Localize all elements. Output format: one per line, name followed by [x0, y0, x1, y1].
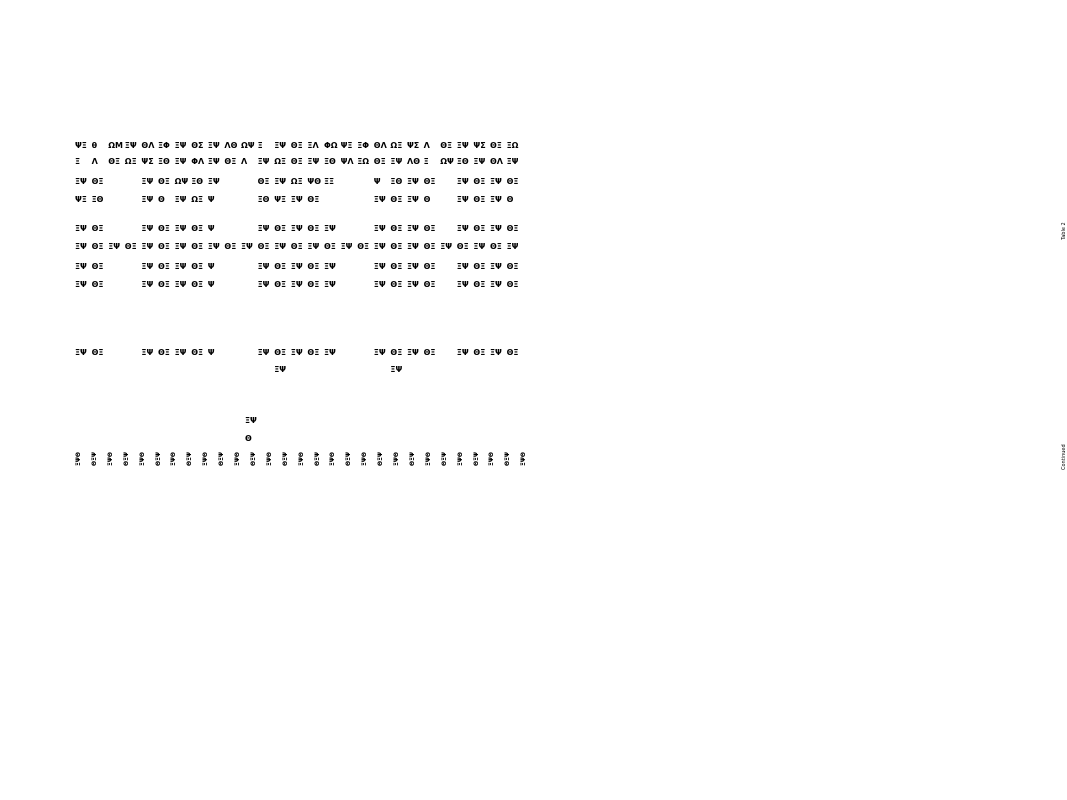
table-cell: ΞΨ: [174, 280, 187, 289]
table-cell: ΞΘ: [191, 177, 204, 186]
table-cell: ΩΞ: [274, 157, 287, 166]
table-cell: ΞΨ: [141, 348, 154, 357]
table-cell: ΞΨ: [124, 141, 137, 150]
table-cell: ΘΞ: [390, 348, 403, 357]
table-cell: ΞΦ: [357, 141, 370, 150]
column-header: ΘΞΨ: [313, 452, 321, 466]
table-cell: ΞΨ: [473, 157, 486, 166]
table-cell: ΘΞ: [290, 157, 303, 166]
table-cell: ΘΞ: [274, 348, 287, 357]
table-cell: ΞΨ: [407, 262, 419, 271]
table-cell: ΞΨ: [241, 242, 253, 251]
table-cell: ΘΞ: [473, 177, 486, 186]
table-cell: ΞΨ: [75, 177, 87, 186]
table-cell: ΞΘ: [91, 195, 104, 204]
column-header: ΘΞΨ: [122, 452, 130, 466]
table-cell: ΞΨ: [290, 348, 303, 357]
table-cell: ΘΞ: [390, 224, 403, 233]
table-cell: ΩΜ: [108, 141, 123, 150]
table-cell: ΞΩ: [357, 157, 370, 166]
column-header: ΘΞΨ: [154, 452, 162, 466]
table-footnote-mark: ΞΨ: [245, 416, 257, 425]
table-cell: ΞΨ: [174, 348, 187, 357]
table-cell: ΞΨ: [174, 157, 187, 166]
table-cell: ΞΨ: [407, 242, 419, 251]
table-cell: ΞΦ: [158, 141, 170, 150]
table-cell: ΘΞ: [257, 177, 270, 186]
table-cell: ΞΘ: [257, 195, 270, 204]
table-cell: ΞΨ: [207, 177, 220, 186]
table-cell: ΘΞ: [108, 157, 121, 166]
table-cell: ΘΞ: [373, 157, 386, 166]
table-cell: ΩΞ: [191, 195, 204, 204]
column-header: ΞΨΘ: [520, 452, 528, 466]
table-cell: ΘΞ: [423, 242, 436, 251]
table-cell: ΘΞ: [423, 224, 436, 233]
table-cell: ΞΨ: [407, 195, 419, 204]
table-cell: ΘΞ: [473, 262, 486, 271]
column-header: ΘΞΨ: [504, 452, 512, 466]
table-cell: ΞΨ: [290, 224, 303, 233]
table-cell: ΞΨ: [373, 280, 386, 289]
table-cell: ΘΞ: [473, 348, 486, 357]
table-cell: ΘΞ: [307, 224, 320, 233]
table-cell: Λ: [423, 141, 430, 150]
table-cell: ΞΨ: [456, 195, 469, 204]
table-cell: ΞΨ: [75, 280, 87, 289]
table-cell: ΞΨ: [490, 224, 502, 233]
table-cell: ΘΛ: [141, 141, 155, 150]
table-cell: ΛΘ: [224, 141, 238, 150]
table-cell: ΘΞ: [423, 280, 436, 289]
table-cell: ΞΩ: [506, 141, 519, 150]
table-cell: ΘΞ: [158, 348, 170, 357]
column-header: ΞΨΘ: [265, 452, 273, 466]
table-cell: ΘΣ: [191, 141, 204, 150]
table-cell: ΘΞ: [423, 348, 436, 357]
column-header: ΘΞΨ: [249, 452, 257, 466]
table-cell: ΞΨ: [456, 177, 469, 186]
table-cell: ΘΞ: [290, 242, 303, 251]
table-cell: ΨΞ: [274, 195, 287, 204]
table-cell: Ψ: [373, 177, 381, 186]
table-cell: ΨΘ: [307, 177, 321, 186]
table-cell: ΩΨ: [440, 157, 454, 166]
table-cell: ΘΞ: [91, 242, 104, 251]
table-cell: ΞΨ: [407, 280, 419, 289]
table-cell: ΘΞ: [274, 224, 287, 233]
table-cell: Ξ: [257, 141, 263, 150]
table-cell: Ψ: [207, 195, 215, 204]
table-cell: ΞΨ: [174, 195, 187, 204]
table-cell: ΞΨ: [141, 177, 154, 186]
column-header: ΘΞΨ: [377, 452, 385, 466]
table-cell: ΘΞ: [456, 242, 469, 251]
table-cell: ΨΞ: [75, 141, 87, 150]
table-cell: ΘΛ: [490, 157, 503, 166]
table-cell: ΞΨ: [290, 262, 303, 271]
table-cell: ΞΨ: [290, 195, 303, 204]
table-cell: ΞΨ: [490, 195, 502, 204]
table-cell: ΘΞ: [473, 224, 486, 233]
table-cell: ΘΞ: [390, 280, 403, 289]
table-cell: ΩΨ: [241, 141, 255, 150]
table-cell: ΞΨ: [490, 177, 502, 186]
table-cell: ΞΨ: [373, 262, 386, 271]
table-cell: ΞΨ: [440, 242, 453, 251]
table-cell: ΘΞ: [91, 177, 104, 186]
table-cell: ΞΨ: [340, 242, 353, 251]
column-header: ΘΞΨ: [440, 452, 448, 466]
table-cell: ΘΞ: [440, 141, 453, 150]
table-cell: ΞΨ: [257, 157, 270, 166]
table-cell: ΞΨ: [141, 262, 154, 271]
table-cell: ΘΞ: [158, 280, 170, 289]
table-cell: ΞΨ: [141, 195, 154, 204]
table-cell: ΞΘ: [324, 157, 336, 166]
table-cell: ΞΨ: [174, 141, 187, 150]
column-header: ΞΨΘ: [361, 452, 369, 466]
column-header: ΘΞΨ: [472, 452, 480, 466]
table-cell: ΘΞ: [191, 242, 204, 251]
table-cell: ΞΞ: [324, 177, 335, 186]
table-cell: ΘΞ: [506, 262, 519, 271]
caption-label-continued: Continued: [1061, 444, 1067, 470]
column-header: ΘΞΨ: [90, 452, 98, 466]
table-cell: ΞΨ: [456, 348, 469, 357]
table-cell: ΞΨ: [390, 157, 403, 166]
table-cell: ΞΨ: [456, 262, 469, 271]
table-cell: ΩΞ: [290, 177, 303, 186]
table-cell: ΞΨ: [490, 348, 502, 357]
table-cell: ΞΨ: [456, 280, 469, 289]
table-cell: ΨΣ: [473, 141, 486, 150]
table-cell: ΘΞ: [158, 177, 170, 186]
table-cell: ΘΞ: [307, 195, 320, 204]
table-cell: ΞΨ: [490, 262, 502, 271]
table-cell: ΦΩ: [324, 141, 338, 150]
table-cell: ΞΨ: [207, 242, 220, 251]
table-cell: ΞΨ: [141, 242, 154, 251]
table-cell: ΘΞ: [191, 224, 204, 233]
table-cell: ΞΨ: [75, 224, 87, 233]
column-header: ΞΨΘ: [138, 452, 146, 466]
table-cell: ΦΛ: [191, 157, 205, 166]
table-cell: ΘΞ: [473, 195, 486, 204]
column-header: ΞΨΘ: [393, 452, 400, 466]
column-header: ΘΞΨ: [345, 452, 353, 466]
table-cell: ΘΞ: [274, 262, 287, 271]
table-cell: ΘΞ: [390, 195, 403, 204]
table-cell: ΘΞ: [506, 177, 519, 186]
table-cell: ΘΞ: [290, 141, 303, 150]
column-header: ΞΨΘ: [297, 452, 305, 466]
table-cell: ΘΛ: [373, 141, 387, 150]
table-cell: ΘΞ: [257, 242, 270, 251]
table-cell: ΞΨ: [257, 224, 270, 233]
table-cell: ΞΨ: [373, 224, 386, 233]
table-cell: ΘΞ: [91, 262, 104, 271]
table-cell: Ψ: [207, 224, 215, 233]
table-cell: ΞΨ: [108, 242, 121, 251]
table-cell: ΞΨ: [274, 242, 287, 251]
table-cell: ΩΨ: [174, 177, 189, 186]
table-cell: ΞΨ: [207, 157, 220, 166]
table-cell: ΘΞ: [224, 242, 237, 251]
table-cell: Ψ: [207, 262, 215, 271]
table-cell: ΞΨ: [75, 242, 87, 251]
table-cell: ΘΞ: [191, 262, 204, 271]
table-cell: ΘΞ: [357, 242, 370, 251]
table-cell: ΞΨ: [174, 242, 187, 251]
table-cell: ΘΞ: [307, 348, 320, 357]
table-cell: ΞΨ: [174, 224, 187, 233]
table-footnote-mark: Θ: [245, 434, 252, 443]
table-cell: Θ: [506, 195, 514, 204]
column-header: ΞΨΘ: [170, 452, 178, 466]
caption-label-table: Table 2: [1061, 222, 1067, 240]
table-cell: ΞΨ: [75, 348, 87, 357]
table-cell: ΘΞ: [506, 224, 519, 233]
table-cell: ΞΨ: [324, 224, 336, 233]
table-cell: ΞΨ: [373, 242, 386, 251]
table-cell: ΨΞ: [75, 195, 87, 204]
table-cell: ΛΘ: [407, 157, 420, 166]
table-cell: ΘΞ: [274, 280, 287, 289]
table-cell: ΞΨ: [506, 157, 519, 166]
table-cell: ΞΨ: [290, 280, 303, 289]
table-cell: ΞΨ: [274, 365, 287, 374]
column-header: ΘΞΨ: [408, 452, 416, 466]
table-cell: ΞΨ: [257, 280, 270, 289]
table-cell: ΘΞ: [423, 177, 436, 186]
table-cell: ΞΨ: [75, 262, 87, 271]
table-cell: ΨΞ: [340, 141, 353, 150]
table-cell: ΘΞ: [158, 262, 170, 271]
table-cell: ΞΨ: [407, 177, 419, 186]
table-cell: ΘΞ: [91, 348, 104, 357]
table-cell: ΞΨ: [257, 262, 270, 271]
table-cell: ΞΨ: [324, 348, 336, 357]
table-cell: ΞΘ: [158, 157, 170, 166]
table-cell: ΘΞ: [390, 242, 403, 251]
table-cell: ΞΨ: [274, 177, 287, 186]
table-cell: ΘΞ: [224, 157, 237, 166]
table-cell: Λ: [241, 157, 248, 166]
table-cell: Ξ: [75, 157, 81, 166]
table-cell: ΘΞ: [91, 280, 104, 289]
table-cell: θ: [91, 141, 98, 150]
table-cell: Λ: [91, 157, 98, 166]
table-cell: ΘΞ: [191, 280, 204, 289]
table-cell: ΨΣ: [141, 157, 154, 166]
column-header: ΘΞΨ: [186, 452, 194, 466]
table-cell: ΞΨ: [257, 348, 270, 357]
table-cell: ΞΨ: [456, 224, 469, 233]
column-header: ΘΞΨ: [281, 452, 289, 466]
table-cell: Ξ: [423, 157, 429, 166]
table-cell: ΘΞ: [473, 280, 486, 289]
table-cell: ΘΞ: [191, 348, 204, 357]
column-header: ΞΨΘ: [234, 452, 241, 466]
table-cell: ΞΘ: [456, 157, 469, 166]
table-cell: ΘΞ: [506, 280, 519, 289]
table-cell: ΩΞ: [124, 157, 137, 166]
table-cell: ΘΞ: [307, 262, 320, 271]
table-cell: ΞΨ: [407, 224, 419, 233]
table-cell: ΘΞ: [506, 348, 519, 357]
table-cell: ΞΨ: [307, 242, 320, 251]
table-cell: ΞΘ: [390, 177, 403, 186]
table-cell: ΞΛ: [307, 141, 319, 150]
table-cell: ΘΞ: [124, 242, 137, 251]
table-cell: ΞΨ: [473, 242, 486, 251]
table-cell: ΞΨ: [207, 141, 220, 150]
column-header: ΞΨΘ: [424, 452, 432, 466]
table-cell: ΘΞ: [423, 262, 436, 271]
table-cell: ΞΨ: [490, 280, 502, 289]
side-caption: [530, 0, 1067, 480]
table-cell: Ψ: [207, 348, 215, 357]
table-cell: ΘΞ: [490, 242, 502, 251]
column-header: ΞΨΘ: [202, 452, 210, 466]
column-header: ΞΨΘ: [106, 452, 114, 466]
table-cell: ΞΨ: [407, 348, 419, 357]
column-header: ΞΨΘ: [456, 452, 464, 466]
table-cell: ΘΞ: [490, 141, 502, 150]
table-cell: ΞΨ: [390, 365, 403, 374]
column-header: ΘΞΨ: [218, 452, 226, 466]
table-cell: ΞΨ: [307, 157, 320, 166]
table-cell: ΘΞ: [91, 224, 104, 233]
table-cell: ΘΞ: [158, 242, 170, 251]
table-cell: Θ: [423, 195, 431, 204]
table-cell: ΨΣ: [407, 141, 420, 150]
table-cell: ΞΨ: [174, 262, 187, 271]
table-cell: ΘΞ: [158, 224, 170, 233]
table-cell: ΘΞ: [307, 280, 320, 289]
table-cell: ΞΨ: [324, 262, 336, 271]
table-cell: Θ: [158, 195, 165, 204]
table-cell: ΘΞ: [324, 242, 336, 251]
table-cell: ΞΨ: [324, 280, 336, 289]
table-cell: ΘΞ: [390, 262, 403, 271]
column-header: ΞΨΘ: [329, 452, 337, 466]
table-cell: ΨΛ: [340, 157, 354, 166]
table-cell: ΩΞ: [390, 141, 403, 150]
table-cell: ΞΨ: [456, 141, 469, 150]
table-cell: ΞΨ: [141, 280, 154, 289]
table-cell: ΞΨ: [373, 348, 386, 357]
column-header: ΞΨΘ: [75, 452, 82, 466]
table-cell: Ψ: [207, 280, 215, 289]
table-cell: ΞΨ: [506, 242, 519, 251]
table-cell: ΞΨ: [373, 195, 386, 204]
table-cell: ΞΨ: [274, 141, 287, 150]
column-header: ΞΨΘ: [488, 452, 496, 466]
table-cell: ΞΨ: [141, 224, 154, 233]
